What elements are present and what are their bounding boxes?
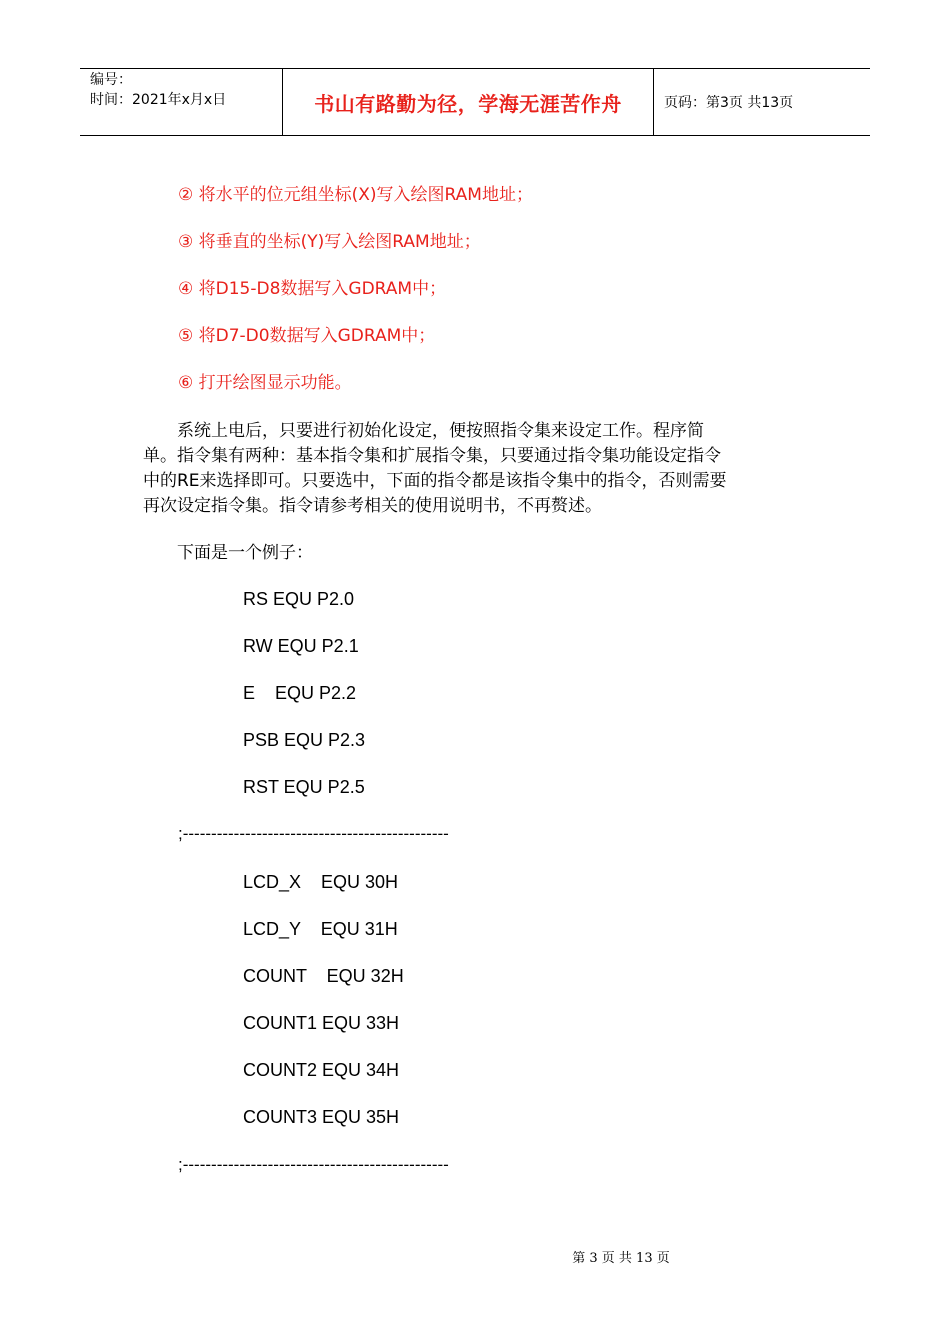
step-item: ⑤ 将D7-D0数据写入GDRAM中； [178, 326, 436, 346]
header-page-cell [654, 69, 870, 135]
separator-line: ;----------------------------------------------- [178, 1155, 449, 1174]
code-line: PSB EQU P2.3 [243, 730, 366, 750]
code-line: COUNT1 EQU 33H [243, 1013, 400, 1033]
code-line: COUNT EQU 32H [243, 966, 404, 986]
step-item: ⑥ 打开绘图显示功能。 [178, 373, 352, 393]
code-line: E EQU P2.2 [243, 683, 357, 703]
paragraph-line: 再次设定指令集。指令请参考相关的使用说明书，不再赘述。 [143, 496, 602, 516]
code-line: LCD_X EQU 30H [243, 872, 399, 892]
code-line: COUNT3 EQU 35H [243, 1107, 400, 1127]
example-intro: 下面是一个例子： [143, 543, 313, 563]
code-line: COUNT2 EQU 34H [243, 1060, 400, 1080]
serial-label: 编号： [90, 72, 132, 88]
paragraph-line: 中的RE来选择即可。只要选中，下面的指令都是该指令集中的指令，否则需要 [143, 471, 727, 491]
body-paragraph [143, 419, 813, 519]
header-page-code: 页码：第3页 共13页 [664, 95, 794, 111]
page-footer: 第 3 页 共 13 页 [572, 1251, 670, 1266]
header-motto: 书山有路勤为径，学海无涯苦作舟 [314, 91, 622, 116]
page-header [80, 68, 870, 136]
step-item: ④ 将D15-D8数据写入GDRAM中； [178, 279, 447, 299]
code-line: RS EQU P2.0 [243, 589, 355, 609]
separator-line: ;----------------------------------------------- [178, 824, 449, 843]
paragraph-line: 单。指令集有两种：基本指令集和扩展指令集，只要通过指令集功能设定指令 [143, 446, 721, 466]
code-line: RW EQU P2.1 [243, 636, 359, 656]
paragraph-line: 系统上电后，只要进行初始化设定，便按照指令集来设定工作。程序简 [143, 421, 704, 441]
header-meta [80, 69, 282, 135]
code-line: RST EQU P2.5 [243, 777, 365, 797]
code-line: LCD_Y EQU 31H [243, 919, 398, 939]
time-label: 时间：2021年x月x日 [90, 92, 227, 108]
step-item: ② 将水平的位元组坐标(X)写入绘图RAM地址； [178, 185, 533, 205]
header-motto-cell [282, 69, 654, 135]
step-item: ③ 将垂直的坐标(Y)写入绘图RAM地址； [178, 232, 481, 252]
